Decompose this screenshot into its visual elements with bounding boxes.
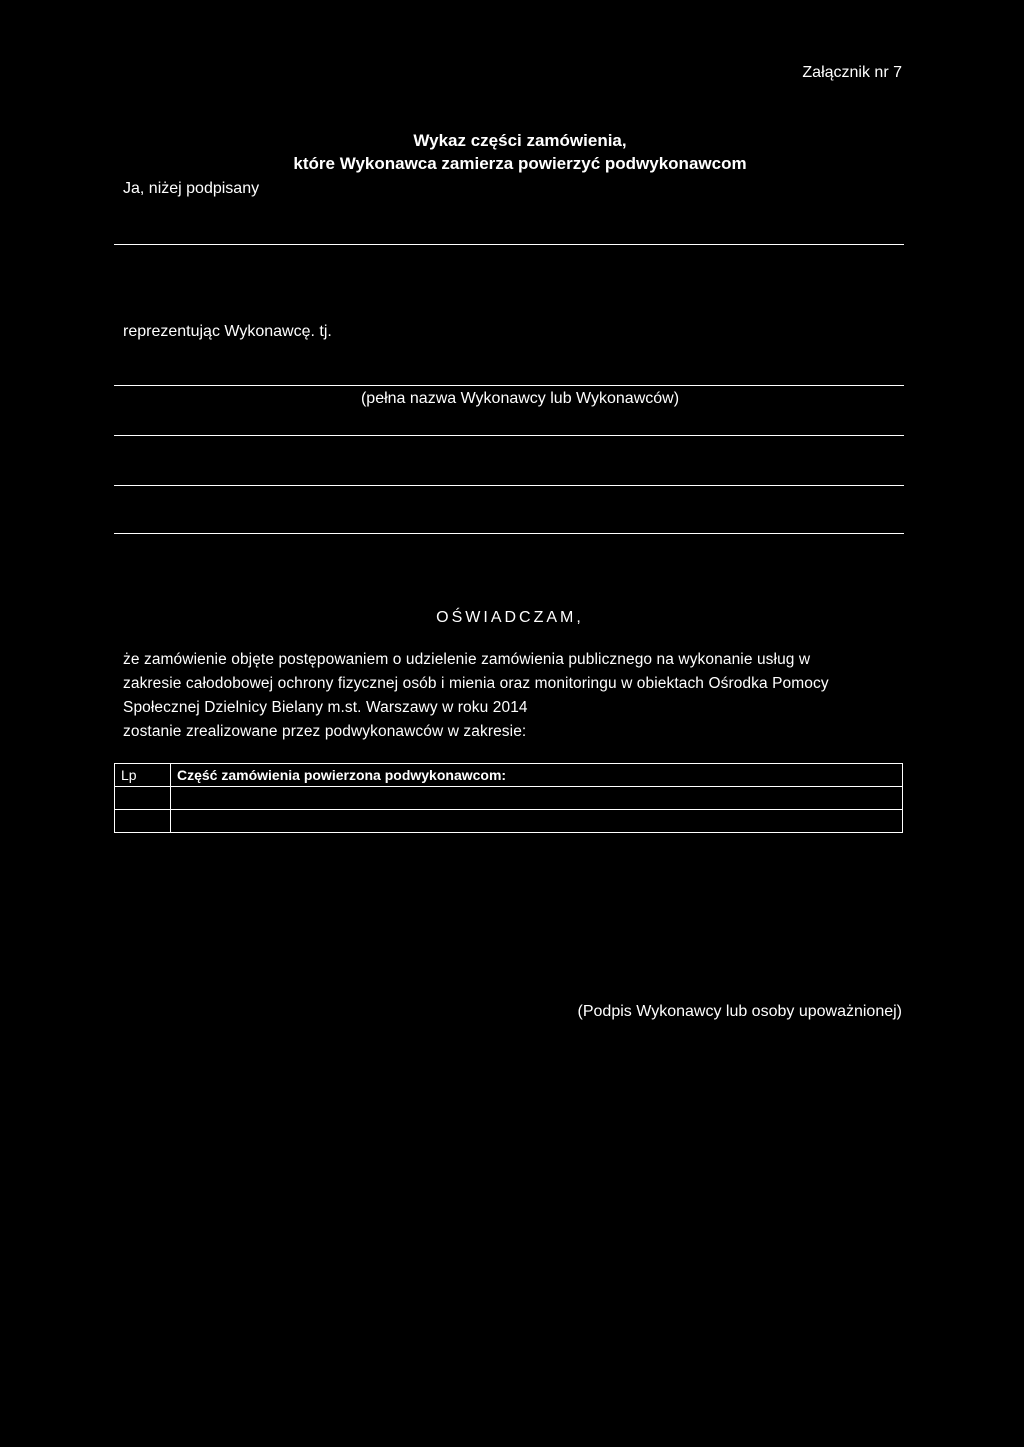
table-cell-lp[interactable] [115, 787, 171, 810]
table-cell-part[interactable] [171, 810, 903, 833]
document-title-line1: Wykaz części zamówienia, [413, 131, 627, 150]
declaration-line: zostanie zrealizowane przez podwykonawców w zakresie: [123, 723, 527, 740]
contractor-name-caption: (pełna nazwa Wykonawcy lub Wykonawców) [360, 390, 680, 407]
signature-caption: (Podpis Wykonawcy lub osoby upoważnionej) [577, 1003, 902, 1020]
declaration-line: zakresie całodobowej ochrony fizycznej osób i mienia oraz monitoringu w obiektach Ośrodka Pomocy [123, 675, 829, 692]
representing-label: reprezentując Wykonawcę. tj. [123, 323, 332, 340]
declaration-heading: OŚWIADCZAM, [436, 609, 584, 626]
contractor-name-field-1[interactable] [114, 385, 904, 386]
table-row [115, 787, 903, 810]
declaration-line: Społecznej Dzielnicy Bielany m.st. Warszawy w roku 2014 [123, 699, 528, 716]
table-row [115, 810, 903, 833]
table-header-row [115, 764, 903, 787]
annex-label: Załącznik nr 7 [802, 64, 902, 81]
contractor-name-field-2[interactable] [114, 435, 904, 436]
declaration-line: że zamówienie objęte postępowaniem o udzielenie zamówienia publicznego na wykonanie usług w [123, 651, 811, 668]
table-cell-lp[interactable] [115, 810, 171, 833]
signer-name-field[interactable] [114, 244, 904, 245]
subcontract-table [114, 763, 903, 833]
signer-label: Ja, niżej podpisany [123, 180, 260, 197]
document-title-line2: które Wykonawca zamierza powierzyć podwykonawcom [293, 154, 747, 173]
contractor-name-field-3[interactable] [114, 485, 904, 486]
header-part: Część zamówienia powierzona podwykonawcom: [171, 764, 903, 787]
table-cell-part[interactable] [171, 787, 903, 810]
contractor-name-field-4[interactable] [114, 533, 904, 534]
header-lp: Lp [115, 764, 171, 787]
